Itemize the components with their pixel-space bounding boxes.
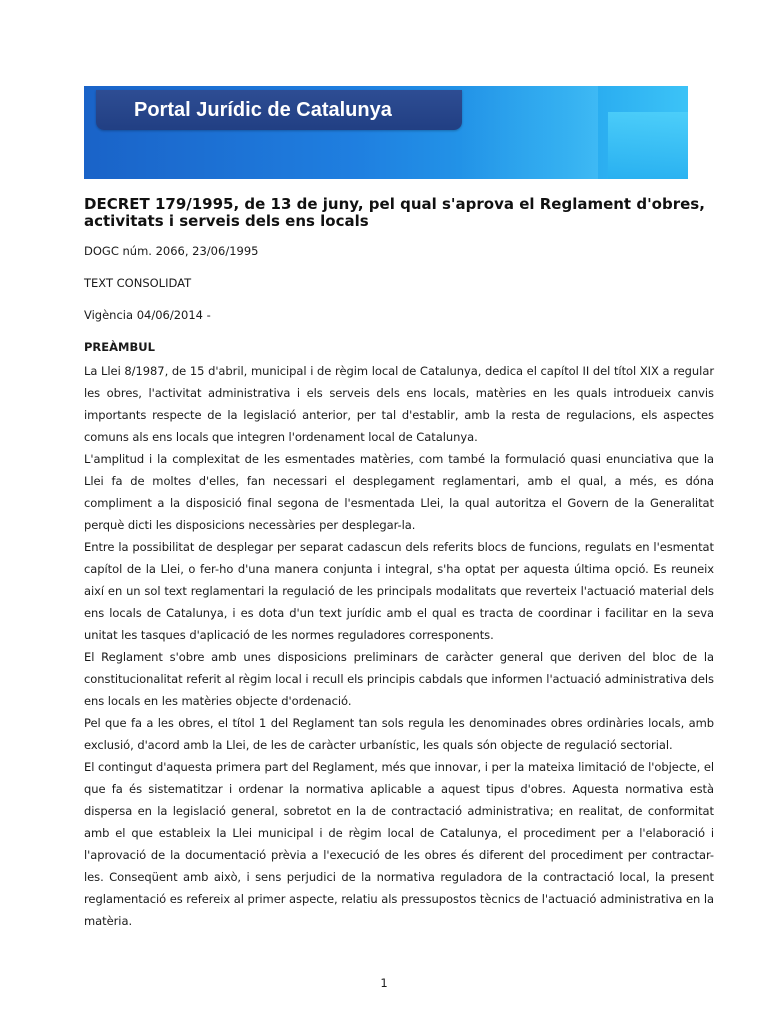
page-number: 1 — [380, 976, 388, 990]
document-title: DECRET 179/1995, de 13 de juny, pel qual s'aprova el Reglament d'obres, activitats i serveis dels ens locals — [84, 195, 705, 230]
paragraph: El Reglament s'obre amb unes disposicions preliminars de caràcter general que deriven del bloc de la constitucionalitat referit al règim local i recull els principis cabdals que informen l'actuació administrativa dels ens locals en les matèries objecte d'ordenació. — [84, 650, 714, 708]
paragraph: L'amplitud i la complexitat de les esmentades matèries, com també la formulació quasi enunciativa que la Llei fa de moltes d'elles, fan necessari el desplegament reglamentari, amb el qual, a més, es dóna compliment a la disposició final segona de l'esmentada Llei, la qual autoritza el Govern de la Generalitat perquè dicti les disposicions necessàries per desplegar-la. — [84, 452, 714, 532]
banner-highlight — [458, 86, 598, 179]
paragraph: La Llei 8/1987, de 15 d'abril, municipal i de règim local de Catalunya, dedica el capítol II del títol XIX a regular les obres, l'activitat administrativa i els serveis dels ens locals, matèries en les quals introdueix canvis importants respecte de la legislació anterior, per tal d'establir, amb la resta de regulacions, els aspectes comuns als ens locals que integren l'ordenament local de Catalunya. — [84, 364, 714, 444]
preamble-heading: PREÀMBUL — [84, 340, 155, 354]
paragraph: Pel que fa a les obres, el títol 1 del Reglament tan sols regula les denominades obres ordinàries locals, amb exclusió, d'acord amb la Llei, de les de caràcter urbanístic, les quals són objecte de regulació sectorial. — [84, 716, 714, 752]
portal-title: Portal Jurídic de Catalunya — [134, 99, 392, 121]
paragraph: El contingut d'aquesta primera part del Reglament, més que innovar, i per la mateixa limitació de l'objecte, el que fa és sistematitzar i ordenar la normativa aplicable a aquest tipus d'obres. Aquesta normativa està dispersa en la legislació general, sobretot en la de contractació administrativa; en realitat, de conformitat amb el que estableix la Llei municipal i de règim local de Catalunya, el procediment per a l'elaboració i l'aprovació de la documentació prèvia a l'execució de les obres és diferent del procediment per contractar-les. Conseqüent amb això, i sens perjudici de la normativa reguladora de la contractació local, la present reglamentació es refereix al primer aspecte, relatiu als pressupostos tècnics de l'actuació administrativa en la matèria. — [84, 760, 714, 928]
portal-banner — [84, 86, 688, 179]
dogc-reference: DOGC núm. 2066, 23/06/1995 — [84, 244, 259, 258]
document-body — [84, 196, 714, 932]
banner-highlight-block — [608, 112, 688, 179]
banner-title-tab — [96, 90, 462, 130]
consolidated-text-label: TEXT CONSOLIDAT — [84, 276, 192, 290]
validity-date: Vigència 04/06/2014 - — [84, 308, 211, 322]
paragraph: Entre la possibilitat de desplegar per separat cadascun dels referits blocs de funcions, regulats en l'esmentat capítol de la Llei, o fer-ho d'una manera conjunta i integral, s'ha optat per aquesta última opció. Es reuneix així en un sol text reglamentari la regulació de les principals modalitats que reverteix l'actuació material dels ens locals de Catalunya, i es dota d'un text jurídic amb el qual es tracta de coordinar i facilitar en la seva unitat les tasques d'aplicació de les normes reguladores corresponents. — [84, 540, 714, 642]
